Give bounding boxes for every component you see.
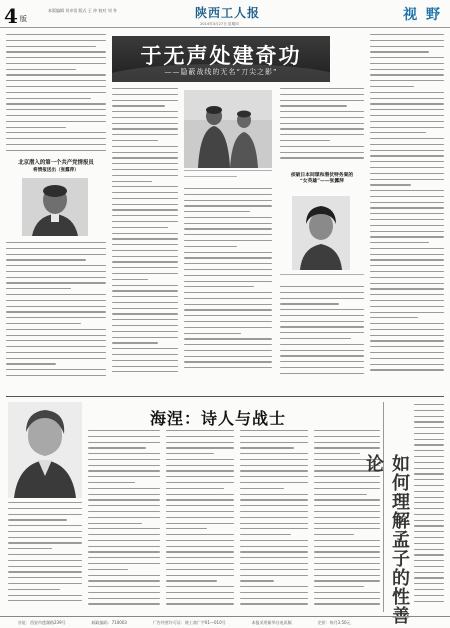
page-number	[4, 2, 27, 26]
portrait-right	[292, 196, 350, 270]
poet-column-2	[166, 430, 234, 612]
side-article-text	[414, 404, 444, 612]
side-article-title: 如何理解孟子的性善论	[363, 454, 410, 625]
group-photo-caption	[184, 170, 272, 184]
editor-meta: 本版编辑 刘卓男 版式 王 冲 校对 刘 冬	[48, 8, 117, 13]
poet-portrait	[8, 402, 82, 498]
page-number-value: 4	[4, 4, 18, 28]
footer-price: 定价：每月3.50元	[317, 619, 351, 625]
feature-banner	[112, 36, 330, 82]
page-footer	[0, 616, 450, 628]
banner-subtitle: ——隐蔽战线的无名“刀尖之影”	[164, 68, 278, 76]
side-divider	[383, 402, 384, 612]
left-headline-line1: 北京潜入的第一个共产党情报员	[18, 160, 94, 166]
portrait-right-caption	[280, 274, 364, 284]
section-name: 视 野	[403, 7, 442, 23]
left-article-text	[6, 242, 106, 382]
right-headline-line2: “女英雄”——张露萍	[300, 178, 344, 185]
portrait-left	[22, 178, 88, 236]
group-photo	[184, 90, 272, 168]
paper-name: 陕西工人报	[195, 6, 261, 20]
poet-column-1	[88, 430, 160, 612]
right-lower-text	[280, 286, 364, 378]
footer-license: 广告经营许可证：陕工商广字01—010号	[152, 619, 226, 625]
right-headline	[280, 172, 364, 185]
poet-left-text	[8, 502, 82, 612]
right-top-text	[280, 88, 364, 166]
date-line: 2014年3月27日 星期四	[200, 22, 239, 26]
footer-source: 本报采用新华社电讯稿	[251, 619, 292, 625]
footer-postcode: 邮政编码：710003	[91, 619, 127, 625]
left-intro-text	[6, 34, 106, 156]
footer-address: 社址：西安市莲湖路239号	[18, 619, 66, 625]
masthead	[0, 0, 450, 28]
banner-title: 于无声处建奇功	[140, 43, 302, 68]
middle-right-text	[184, 188, 272, 378]
poet-column-3	[240, 430, 308, 612]
page-unit: 版	[19, 15, 27, 23]
left-headline	[6, 160, 106, 174]
middle-article-text	[112, 88, 178, 378]
far-right-text	[370, 34, 444, 378]
left-headline-line2: 将情报送出（张露萍）	[33, 168, 79, 173]
right-headline-line1: 侦破日本间谍和潜伏特务案的	[290, 172, 354, 178]
section-divider	[6, 396, 444, 397]
poet-headline: 海涅：诗人与战士	[150, 409, 287, 428]
